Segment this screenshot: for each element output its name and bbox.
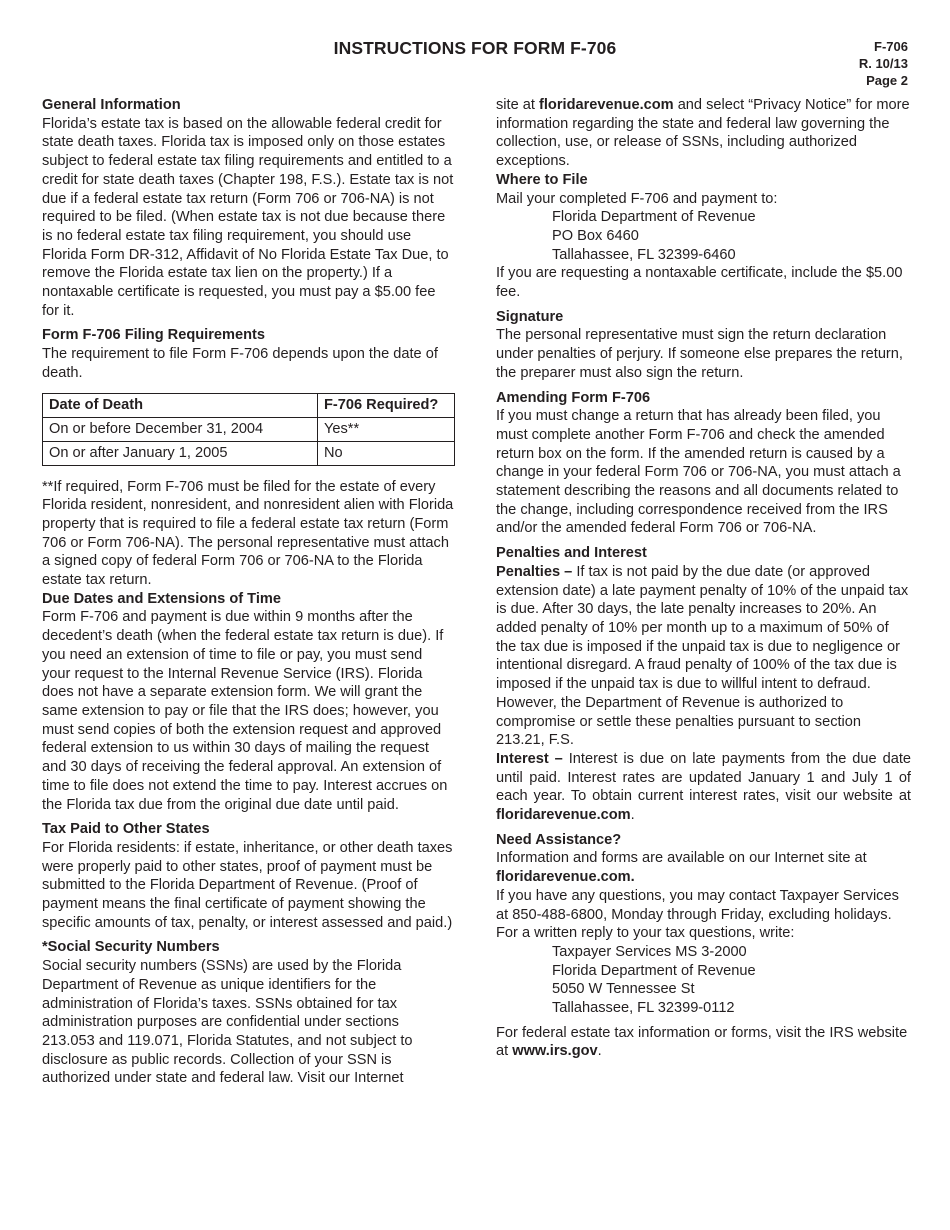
- right-column: [496, 96, 911, 1061]
- interest-text: Interest is due on late payments from the due date until paid. Interest rates are updated January 1 and July 1 of each year. To obtain current interest rates, visit our website at: [496, 750, 911, 805]
- need-assistance-section: [496, 831, 911, 1061]
- filing-requirements-section: [42, 326, 454, 589]
- general-information-section: [42, 96, 454, 320]
- table-cell: No: [318, 441, 455, 465]
- taxpayer-services-address: [496, 943, 911, 1018]
- penalties-interest-section: [496, 544, 911, 825]
- irs-text: For federal estate tax information or forms, visit the IRS website at: [496, 1024, 908, 1060]
- address-line: Taxpayer Services MS 3-2000: [552, 943, 747, 960]
- interest-end: .: [630, 807, 635, 824]
- amending-section: [496, 389, 911, 539]
- section-heading: Form F-706 Filing Requirements: [42, 327, 265, 344]
- assistance-info: Information and forms are available on our Internet site at: [496, 850, 867, 867]
- where-to-file-section: [496, 171, 911, 302]
- table-row: [43, 417, 455, 441]
- penalties-paragraph: [496, 563, 911, 750]
- assistance-questions: If you have any questions, you may contact Taxpayer Services at 850-488-6800, Monday through Friday, excluding holidays.: [496, 887, 899, 923]
- section-heading: General Information: [42, 97, 181, 113]
- form-identifier: [859, 38, 908, 89]
- section-heading: Signature: [496, 308, 564, 325]
- ssn-continued: [496, 96, 911, 171]
- signature-section: [496, 308, 911, 383]
- table-cell: On or before December 31, 2004: [43, 417, 318, 441]
- section-note: If you are requesting a nontaxable certificate, include the $5.00 fee.: [496, 265, 903, 301]
- ssn-continued-text: and select “Privacy Notice” for more information regarding the state and federal law governing the collection, use, or release of SSNs, including authorized exceptions.: [496, 97, 910, 170]
- filing-requirements-table: [42, 393, 455, 466]
- section-heading: Tax Paid to Other States: [42, 821, 210, 838]
- social-security-numbers-section: [42, 938, 454, 1088]
- section-heading: *Social Security Numbers: [42, 939, 220, 956]
- interest-label: Interest –: [496, 750, 563, 767]
- left-column: [42, 96, 454, 1088]
- assistance-link-line: [496, 868, 911, 887]
- section-heading: Amending Form F-706: [496, 389, 651, 406]
- section-heading: Need Assistance?: [496, 831, 622, 848]
- ssn-continued-text: site at: [496, 97, 539, 113]
- website-link[interactable]: floridarevenue.com.: [496, 869, 635, 886]
- section-heading: Due Dates and Extensions of Time: [42, 590, 281, 607]
- form-revision: R. 10/13: [858, 56, 908, 71]
- assistance-written: For a written reply to your tax questions, write:: [496, 925, 795, 942]
- address-line: Florida Department of Revenue: [552, 209, 756, 226]
- section-body: Social security numbers (SSNs) are used by the Florida Department of Revenue as unique identifiers for the administration of Florida’s taxes. SSNs obtained for tax administration purposes are confidential under sections 213.053 and 119.071, Florida Statutes, and not subject to disclosure as public records. Collection of your SSN is authorized under state and federal law. Visit our Internet: [42, 958, 413, 1087]
- section-body: The requirement to file Form F-706 depends upon the date of death.: [42, 346, 438, 381]
- section-body: For Florida residents: if estate, inheritance, or other death taxes were properly paid to other states, proof of payment must be submitted to the Florida Department of Revenue. (Proof of payment means the final certificate of payment showing the specific amounts of tax, penalty, or interest assessed and paid.): [42, 839, 453, 931]
- section-heading: Penalties and Interest: [496, 545, 647, 562]
- table-header: F-706 Required?: [318, 393, 455, 417]
- interest-paragraph: [496, 750, 911, 825]
- irs-info: [496, 1024, 911, 1061]
- section-heading: Where to File: [496, 171, 588, 188]
- page-title: INSTRUCTIONS FOR FORM F-706: [333, 38, 617, 58]
- penalties-label: Penalties –: [496, 563, 573, 580]
- irs-link[interactable]: www.irs.gov: [512, 1043, 598, 1060]
- section-body: The personal representative must sign the return declaration under penalties of perjury. If someone else prepares the return, the preparer must also sign the return.: [496, 327, 903, 381]
- section-body: Mail your completed F-706 and payment to:: [496, 190, 778, 207]
- address-line: 5050 W Tennessee St: [552, 981, 695, 998]
- penalties-text: If tax is not paid by the due date (or approved extension date) a late payment penalty of 10% of the unpaid tax is due. After 30 days, the late penalty increases to 20%. An added penalty of 10% per month up to a maximum of 50% of the tax due is imposed if the unpaid tax is due to negligence or intentional disregard. A fraud penalty of 100% of the tax due is imposed if the unpaid tax is due to willful intent to defraud. However, the Department of Revenue is authorized to compromise or settle these penalties pursuant to section 213.21, F.S.: [496, 563, 909, 749]
- table-cell: On or after January 1, 2005: [43, 441, 318, 465]
- address-line: Tallahassee, FL 32399-0112: [552, 1000, 735, 1017]
- address-line: PO Box 6460: [552, 227, 639, 244]
- table-row: [43, 441, 455, 465]
- table-header-row: [43, 393, 455, 417]
- address-line: Florida Department of Revenue: [552, 962, 756, 979]
- section-body: If you must change a return that has already been filed, you must complete another Form F-706 and check the amended return box on the form. If the amended return is caused by a change in your federal Form 706 or 706-NA, you must attach a statement describing the reasons and all documents related to the change, including correspondence received from the IRS and/or the amended federal Form 706 or 706-NA.: [496, 408, 901, 537]
- section-body: Florida’s estate tax is based on the allowable federal credit for state death taxes. Florida tax is imposed only on those estates subject to federal estate tax filing requirements and entitled to a credit for state death taxes (Chapter 198, F.S.). Estate tax is not due if a federal estate tax return (Form 706 or 706-NA) is not required to be filed. (When estate tax is not due because there is no federal estate tax filing requirement, you should use Florida Form DR-312, Affidavit of No Florida Estate Tax Due, to remove the Florida estate tax lien on the property.) If a nontaxable certificate is requested, you must pay a $5.00 fee for it.: [42, 115, 454, 319]
- website-link[interactable]: floridarevenue.com: [496, 807, 631, 824]
- address-line: Tallahassee, FL 32399-6460: [552, 246, 736, 263]
- tax-paid-other-states-section: [42, 820, 454, 932]
- section-body: Form F-706 and payment is due within 9 months after the decedent’s death (when the federal estate tax return is due). If you need an extension of time to file or pay, you must send your request to the Internal Revenue Service (IRS). Florida does not have a separate extension form. We will grant the same extension to pay or file that the IRS does; however, you must send copies of both the extension request and approved federal extension to us within 30 days of mailing the request and 30 days of receiving the federal approval. An extension of time to file does not extend the time to pay. Interest accrues on the Florida tax due from the original due date until paid.: [42, 609, 448, 813]
- form-number: F-706: [874, 39, 908, 54]
- website-link[interactable]: floridarevenue.com: [539, 97, 674, 113]
- table-footnote: **If required, Form F-706 must be filed for the estate of every Florida resident, nonresident, and nonresident alien with Florida property that is required to file a federal estate tax return (Form 706 or Form 706-NA). The personal representative must attach a signed copy of federal Form 706 or 706-NA to the Florida estate tax return.: [42, 478, 454, 589]
- due-dates-section: [42, 590, 454, 814]
- table-cell: Yes**: [318, 417, 455, 441]
- page-number: Page 2: [866, 73, 908, 88]
- table-header: Date of Death: [43, 393, 318, 417]
- irs-end: .: [597, 1043, 602, 1060]
- mailing-address: [496, 208, 911, 264]
